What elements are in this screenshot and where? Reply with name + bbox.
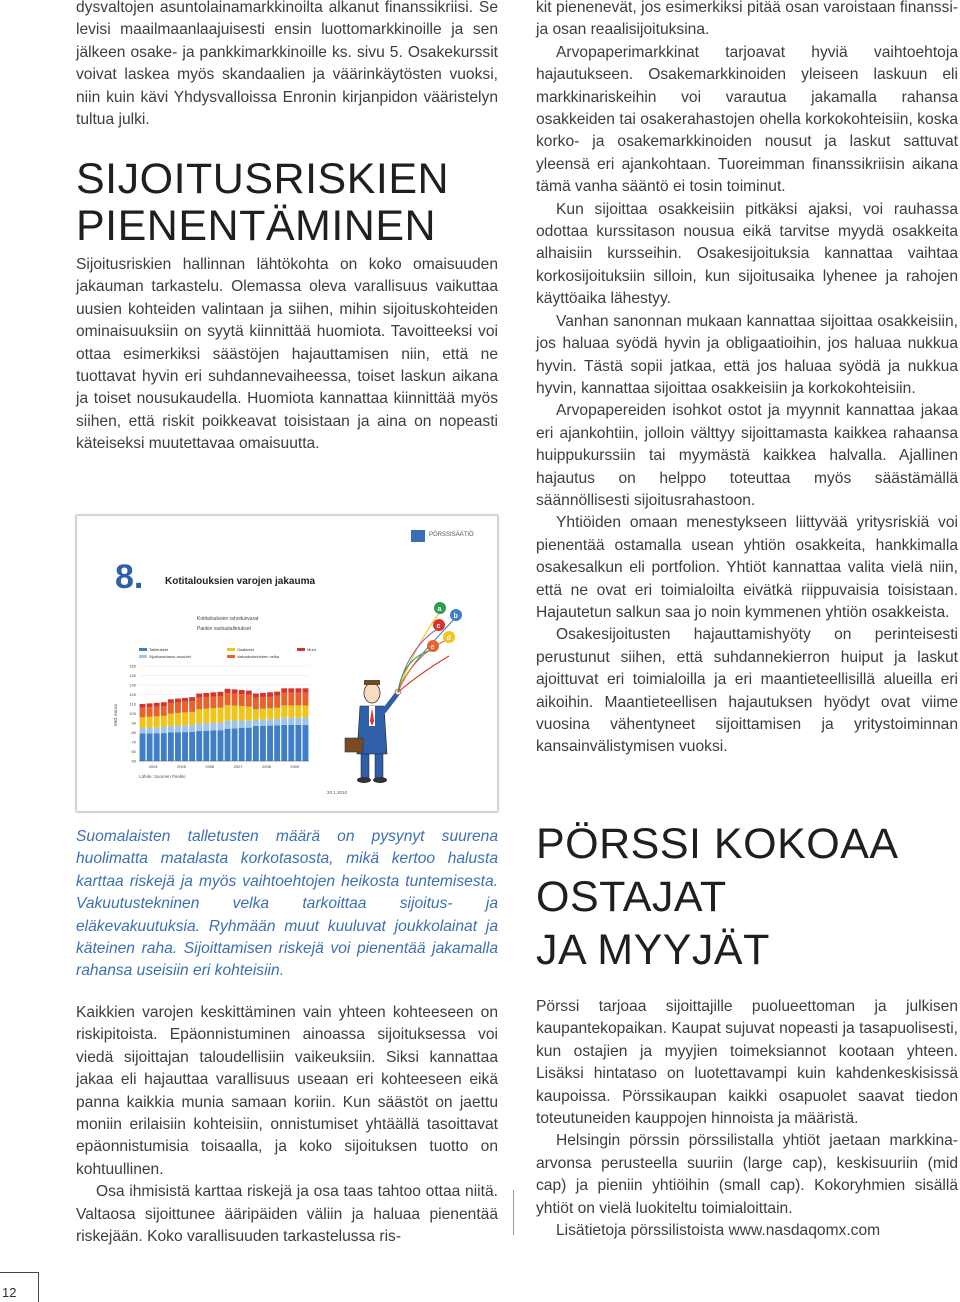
figure-date: 20.1.2010 <box>327 790 348 795</box>
bar-segment-vakuutustekninen-velka <box>253 698 259 709</box>
bar-segment-osakkeet <box>147 717 153 728</box>
bar-segment-sijoitusrahasto-osuudet <box>203 723 209 731</box>
bar-segment-osakkeet <box>210 708 216 723</box>
bar-segment-muut <box>210 692 216 696</box>
bar-segment-sijoitusrahasto-osuudet <box>210 723 216 731</box>
paragraph-right-7: Osakesijoitusten hajauttamishyöty on perinteisesti perustunut siihen, että suhdannekierron huiput ja laskut ajoittuvat eri toimialoilla ja eri maantieteellisillä alueilla eri aikoihin. Maantieteellisen hajautuksen hyödyt ovat viime vuosina vähentyneet sijoittamisen ja yritystoiminnan kansainvälistymisen vuoksi. <box>536 626 958 756</box>
bar-segment-talletukset <box>267 726 273 761</box>
bar-segment-osakkeet <box>161 716 167 727</box>
bar-segment-osakkeet <box>189 712 195 725</box>
balloon-letter-a: a <box>437 606 442 613</box>
bar-segment-muut <box>260 693 266 697</box>
bar-segment-osakkeet <box>225 705 231 721</box>
legend-label-3: Vakuutustekninen velka <box>237 654 279 659</box>
bar-segment-muut <box>267 692 273 696</box>
right-bottom-text <box>536 996 958 1242</box>
paragraph-right-1: kit pienenevät, jos esimerkiksi pitää osan varoistaan finanssi- ja osan reaalisijoituksina. <box>536 0 958 39</box>
bar-segment-talletukset <box>168 733 174 762</box>
bar-segment-vakuutustekninen-velka <box>147 707 153 717</box>
paragraph-risk-management: Sijoitusriskien hallinnan lähtökohta on koko omaisuuden jakauman tarkastelu. Olemassa oleva varallisuus vaikuttaa uusien kohteiden valintaan ja siihen, mihin sijoituskohteiden ominaisuuksiin on syytä kiinnittää huomiota. Tavoitteeksi voi ottaa esimerkiksi säästöjen hajauttamisen niin, että ne tuottavat hyvin eri suhdannevaiheessa, toiset laskun aikana ja toiset nousukaudella. Huomiota kannattaa kiinnittää myös siihen, että riskit poikkeavat toisistaan ja aina on nopeasti käteiseksi muutettavaa omaisuutta. <box>76 256 498 453</box>
bar-segment-osakkeet <box>281 705 287 717</box>
y-tick-label: 60 <box>131 749 136 754</box>
bar-segment-sijoitusrahasto-osuudet <box>225 721 231 729</box>
bar-segment-vakuutustekninen-velka <box>203 697 209 708</box>
figure-caption <box>76 826 498 983</box>
bar-segment-muut <box>203 693 209 697</box>
bar-segment-muut <box>140 704 146 708</box>
logo-text: PÖRSSISÄÄTIÖ <box>429 532 474 538</box>
bar-segment-sijoitusrahasto-osuudet <box>267 719 273 725</box>
section-body <box>76 254 498 456</box>
bar-segment-vakuutustekninen-velka <box>218 696 224 708</box>
section-heading-exchange <box>536 818 958 977</box>
y-tick-label: 140 <box>129 673 136 678</box>
bar-segment-sijoitusrahasto-osuudet <box>196 723 202 731</box>
bar-segment-sijoitusrahasto-osuudet <box>175 726 181 733</box>
paragraph-right-5: Arvopapereiden isohkot ostot ja myynnit kannattaa jakaa eri ajankohtiin, jolloin välttyy sijoittamasta kaikkea rahaansa huippukurssiin tai myymästä kaikkea halvalla. Ajallinen hajautus on helppo toteuttaa myös säästämällä säännöllisesti sijoitusrahastoon. <box>536 402 958 509</box>
figure-number: 8. <box>115 558 144 596</box>
bar-segment-muut <box>168 699 174 703</box>
bar-segment-osakkeet <box>154 716 160 727</box>
figure-source: Lähde: Suomen Pankki <box>139 774 186 779</box>
paragraph-right-6: Yhtiöiden omaan menestykseen liittyvää yritysriskiä voi pienentää ostamalla usean yhtiön osakkeita, hankkimalla osakesalkun eli portfolion. Yhtiöt kannattaa valita vielä niin, että ne ovat eri toimialoilta eivätkä riippuvaisia toisistaan. Hajautetun salkun saa jo noin kymmenen yhtiön osakkeista. <box>536 514 958 621</box>
bar-segment-vakuutustekninen-velka <box>168 703 174 713</box>
section-heading-risks <box>76 156 498 250</box>
bar-segment-muut <box>274 692 280 696</box>
bar-segment-sijoitusrahasto-osuudet <box>140 728 146 734</box>
bar-segment-sijoitusrahasto-osuudet <box>295 718 301 725</box>
bar-segment-sijoitusrahasto-osuudet <box>239 720 245 728</box>
bar-segment-muut <box>196 694 202 698</box>
chart-figure <box>76 515 498 812</box>
paragraph-right-2: Arvopaperimarkkinat tarjoavat hyviä vaihtoehtoja hajautukseen. Osakemarkkinoiden yleiseen laskuun eli markkinariskeihin voi varautua jakamalla rahansa osakkeiden tai osakerahastojen ohella korkokohteisiin, koska korko- ja osakemarkkinoiden nousut ja laskut sattuvat yleensä eri ajankohtaan. Tuoreimman finanssikriisin aikana tämä vanha sääntö ei tosin toiminut. <box>536 43 958 196</box>
y-tick-label: 120 <box>129 692 136 697</box>
y-tick-label: 130 <box>129 682 136 688</box>
bar-segment-talletukset <box>288 725 294 761</box>
bar-segment-osakkeet <box>253 709 259 719</box>
legend-label-2: Osakkeet <box>237 647 254 652</box>
bar-segment-muut <box>253 694 259 698</box>
x-tick-label: 2004 <box>148 764 158 769</box>
bar-segment-vakuutustekninen-velka <box>260 697 266 709</box>
bar-segment-sijoitusrahasto-osuudet <box>168 726 174 733</box>
bar-segment-sijoitusrahasto-osuudet <box>182 725 188 732</box>
caption-text: Suomalaisten talletusten määrä on pysynyt suurena huolimatta matalasta korkotasosta, mikä kertoo halusta karttaa riskejä ja myös vaihtoehtojen heikosta tuntemisesta. Vakuutustekninen velka tarkoittaa sijoitus- ja eläkevakuutuksia. Ryhmään muut kuuluvat joukkolainat ja käteinen raha. Sijoittamisen riskejä voi pienentää jakamalla rahansa useisiin eri kohteisiin. <box>76 828 498 980</box>
bar-segment-sijoitusrahasto-osuudet <box>303 718 309 725</box>
bar-segment-vakuutustekninen-velka <box>288 693 294 706</box>
bar-segment-vakuutustekninen-velka <box>281 693 287 706</box>
paragraph-diversification: Kaikkien varojen keskittäminen vain yhteen kohteeseen on riskipitoista. Epäonnistuminen ainoassa sijoituksessa voi viedä sijoittajan taloudellisiin vaikeuksiin. Siksi kannattaa jakaa eli hajauttaa varallisuus useaan eri kohteeseen eikä panna kaikkia munia samaan koriin. Kun säästöt on jaettu moniin erilaisiin kohteisiin, onnistumiset yhtäällä tasoittavat epäonnistumisia toisaalla, ja koko sijoituksen tuotto on kohtuullinen. <box>76 1004 498 1178</box>
chart-legend <box>139 647 317 659</box>
bar-segment-vakuutustekninen-velka <box>154 707 160 717</box>
bar-segment-talletukset <box>260 726 266 761</box>
legend-swatch-4 <box>297 648 305 651</box>
legend-swatch-2 <box>227 648 235 651</box>
y-tick-label: 50 <box>131 758 136 764</box>
bar-segment-sijoitusrahasto-osuudet <box>232 721 238 729</box>
bar-segment-sijoitusrahasto-osuudet <box>274 719 280 726</box>
bar-segment-muut <box>154 703 160 707</box>
figure-subtitle-2: Pankin vastuutalletukset <box>197 626 251 632</box>
bar-segment-muut <box>232 689 238 693</box>
x-tick-label: 2009 <box>290 764 300 769</box>
logo-mark <box>411 530 425 542</box>
bar-segment-sijoitusrahasto-osuudet <box>281 718 287 725</box>
bar-segment-sijoitusrahasto-osuudet <box>189 725 195 732</box>
bar-segment-vakuutustekninen-velka <box>140 708 146 718</box>
bar-segment-talletukset <box>140 733 146 761</box>
x-tick-label: 2006 <box>205 764 215 769</box>
y-tick-label: 90 <box>131 720 136 726</box>
bar-segment-muut <box>225 689 231 693</box>
paragraph-risk-appetite: Osa ihmisistä karttaa riskejä ja osa taas tahtoo ottaa niitä. Valtaosa sijoittunee ääripäiden väliin ja haluaa pienentää riskejään. Koko varallisuuden tarkastelussa ris- <box>76 1183 498 1246</box>
bar-segment-vakuutustekninen-velka <box>225 693 231 705</box>
bar-segment-vakuutustekninen-velka <box>175 702 181 713</box>
bar-segment-talletukset <box>303 725 309 761</box>
bar-segment-osakkeet <box>274 708 280 719</box>
legend-label-0: Talletukset <box>149 647 168 652</box>
bar-segment-talletukset <box>203 731 209 761</box>
cartoon-investor-illustration <box>345 602 462 783</box>
bar-segment-osakkeet <box>196 709 202 723</box>
legend-swatch-1 <box>139 655 147 658</box>
bar-segment-muut <box>161 702 167 706</box>
bar-segment-muut <box>182 698 188 702</box>
bar-segment-osakkeet <box>246 707 252 721</box>
bar-segment-talletukset <box>182 732 188 761</box>
bar-segment-osakkeet <box>203 709 209 723</box>
bar-segment-osakkeet <box>218 708 224 723</box>
bar-segment-vakuutustekninen-velka <box>196 698 202 709</box>
paragraph-right-3: Kun sijoittaa osakkeisiin pitkäksi ajaksi, voi rauhassa odottaa kurssitason nousua eikä tarvitse myydä osakkeita alhaisiin kursseihin. Osakesijoituksia kannattaa vaihtaa korkosijoituksiin silloin, kun sijoitusaika lyhenee ja rahojen käyttöaika lähestyy. <box>536 200 958 308</box>
bar-segment-osakkeet <box>260 709 266 720</box>
chart-plot <box>113 664 309 770</box>
figure-title: Kotitalouksien varojen jakauma <box>165 576 316 587</box>
y-axis-label: Mrd. euroa <box>113 704 118 726</box>
bar-segment-osakkeet <box>168 714 174 726</box>
bar-segment-muut <box>303 688 309 692</box>
legend-swatch-3 <box>227 655 235 658</box>
bar-segment-osakkeet <box>175 713 181 726</box>
balloon-letter-e: e <box>430 644 435 651</box>
bar-segment-vakuutustekninen-velka <box>161 706 167 716</box>
bar-segment-vakuutustekninen-velka <box>295 693 301 706</box>
bar-segment-osakkeet <box>303 705 309 717</box>
legend-label-1: Sijoitusrahasto-osuudet <box>149 654 191 659</box>
bar-segment-talletukset <box>239 728 245 761</box>
bar-segment-talletukset <box>154 733 160 761</box>
bar-segment-sijoitusrahasto-osuudet <box>260 719 266 725</box>
bar-segment-osakkeet <box>232 705 238 720</box>
bar-segment-talletukset <box>161 733 167 761</box>
bar-segment-osakkeet <box>295 705 301 717</box>
bar-segment-osakkeet <box>288 705 294 717</box>
right-top-text <box>536 0 958 759</box>
x-tick-label: 2008 <box>262 764 271 769</box>
heading-line-1: SIJOITUSRISKIEN <box>76 155 450 203</box>
bar-segment-talletukset <box>147 733 153 761</box>
bar-segment-vakuutustekninen-velka <box>232 694 238 706</box>
bar-segment-muut <box>239 690 245 694</box>
bar-segment-talletukset <box>175 732 181 761</box>
paragraph-exchange-1: Pörssi tarjoaa sijoittajille puolueettoman ja julkisen kaupantekopaikan. Kaupat sujuvat nopeasti ja tasapuolisesti, kun ostajien ja myyjien toimeksiannot kootaan yhteen. Lisäksi hintataso on luotettavampi kuin kahdenkeskisissä kaupoissa. Pörssikaupan kaikki osapuolet saavat tiedon toteutuneiden kauppojen hinnoista ja määristä. <box>536 998 958 1128</box>
bar-segment-vakuutustekninen-velka <box>239 694 245 706</box>
left-bottom-text <box>76 1002 498 1248</box>
paragraph-intro: dysvaltojen asuntolainamarkkinoilta alkanut finanssikriisi. Se levisi maailmaanlaajuisesti ensin luottomarkkinoille ja sen jälkeen osake- ja pankkimarkkinoille ks. sivu 5. Osakekurssit voivat laskea myös skandaalien ja väärinkäytösten vuoksi, niin kuin kävi Yhdysvalloissa Enronin kirjanpidon vääristelyn tultua julki. <box>76 0 498 129</box>
bar-segment-muut <box>175 699 181 703</box>
x-tick-label: 2005 <box>177 764 186 769</box>
bar-segment-osakkeet <box>182 712 188 725</box>
bar-segment-muut <box>288 688 294 692</box>
bar-segment-osakkeet <box>239 706 245 720</box>
bar-segment-muut <box>189 697 195 701</box>
bar-segment-sijoitusrahasto-osuudet <box>218 722 224 730</box>
bar-segment-muut <box>281 688 287 692</box>
y-tick-label: 70 <box>131 739 136 745</box>
bar-segment-sijoitusrahasto-osuudet <box>154 727 160 733</box>
y-tick-label: 110 <box>129 701 136 707</box>
bar-segment-talletukset <box>225 729 231 761</box>
heading-exchange-line-1: PÖRSSI KOKOAA <box>536 820 899 868</box>
bar-segment-sijoitusrahasto-osuudet <box>246 720 252 727</box>
bar-segment-osakkeet <box>267 708 273 719</box>
bar-segment-vakuutustekninen-velka <box>274 696 280 708</box>
paragraph-exchange-2: Helsingin pörssin pörssilistalla yhtiöt jaetaan markkina-arvonsa perusteella suuriin (large cap), keskisuuriin (mid cap) ja pieniin yhtiöihin (small cap). Kokoryhmien sisällä yhtiöt on vielä luokiteltu toimialoittain. <box>536 1132 958 1217</box>
bar-segment-talletukset <box>246 728 252 761</box>
logo <box>411 530 474 542</box>
y-tick-label: 100 <box>129 711 136 716</box>
bar-segment-sijoitusrahasto-osuudet <box>288 718 294 725</box>
bar-segment-vakuutustekninen-velka <box>267 697 273 709</box>
bar-segment-talletukset <box>295 725 301 761</box>
bar-segment-muut <box>147 703 153 707</box>
bar-segment-vakuutustekninen-velka <box>303 693 309 706</box>
bar-segment-muut <box>295 688 301 692</box>
bar-segment-talletukset <box>232 728 238 761</box>
balloon-letter-c: c <box>436 623 441 630</box>
heading-line-2: PIENENTÄMINEN <box>76 202 437 250</box>
bar-segment-talletukset <box>189 732 195 761</box>
column-divider <box>513 1190 514 1235</box>
balloon-letter-b: b <box>453 613 458 620</box>
bar-segment-talletukset <box>281 725 287 761</box>
bar-segment-sijoitusrahasto-osuudet <box>161 727 167 733</box>
bar-segment-muut <box>218 692 224 696</box>
bar-segment-vakuutustekninen-velka <box>182 702 188 713</box>
heading-exchange-line-3: JA MYYJÄT <box>536 926 770 974</box>
bar-segment-vakuutustekninen-velka <box>210 697 216 709</box>
heading-exchange-line-2: OSTAJAT <box>536 873 727 921</box>
legend-swatch-0 <box>139 648 147 651</box>
bar-segment-talletukset <box>218 730 224 761</box>
legend-label-4: Muut <box>307 647 316 652</box>
bar-segment-muut <box>246 691 252 695</box>
bar-segment-talletukset <box>210 730 216 761</box>
bar-segment-vakuutustekninen-velka <box>246 695 252 707</box>
figure-subtitle-1: Kotitalouksien rahoitusvarat <box>197 616 259 622</box>
y-tick-label: 80 <box>131 730 136 735</box>
bar-segment-osakkeet <box>140 717 146 727</box>
x-tick-label: 2007 <box>233 764 243 769</box>
bar-segment-vakuutustekninen-velka <box>189 701 195 712</box>
bar-segment-sijoitusrahasto-osuudet <box>253 720 259 726</box>
bar-segment-talletukset <box>274 725 280 761</box>
page-number: 12 <box>2 1285 17 1300</box>
bar-segment-talletukset <box>253 726 259 761</box>
paragraph-exchange-3: Lisätietoja pörssilistoista www.nasdaqomx.com <box>556 1222 881 1240</box>
left-top-text <box>76 0 498 131</box>
y-tick-label: 150 <box>129 663 136 669</box>
bar-segment-talletukset <box>196 731 202 761</box>
chart-svg <box>77 516 497 811</box>
balloon-letter-d: d <box>446 635 451 642</box>
paragraph-right-4: Vanhan sanonnan mukaan kannattaa sijoittaa osakkeisiin, jos haluaa syödä hyvin ja obligaatioihin, jos haluaa nukkua hyvin. Tästä sopii jatkaa, että jos haluaa syödä ja nukkua hyvin, kannattaa sijoittaa osakkeisiin ja korkokohteisiin. <box>536 312 958 397</box>
bar-segment-sijoitusrahasto-osuudet <box>147 728 153 734</box>
